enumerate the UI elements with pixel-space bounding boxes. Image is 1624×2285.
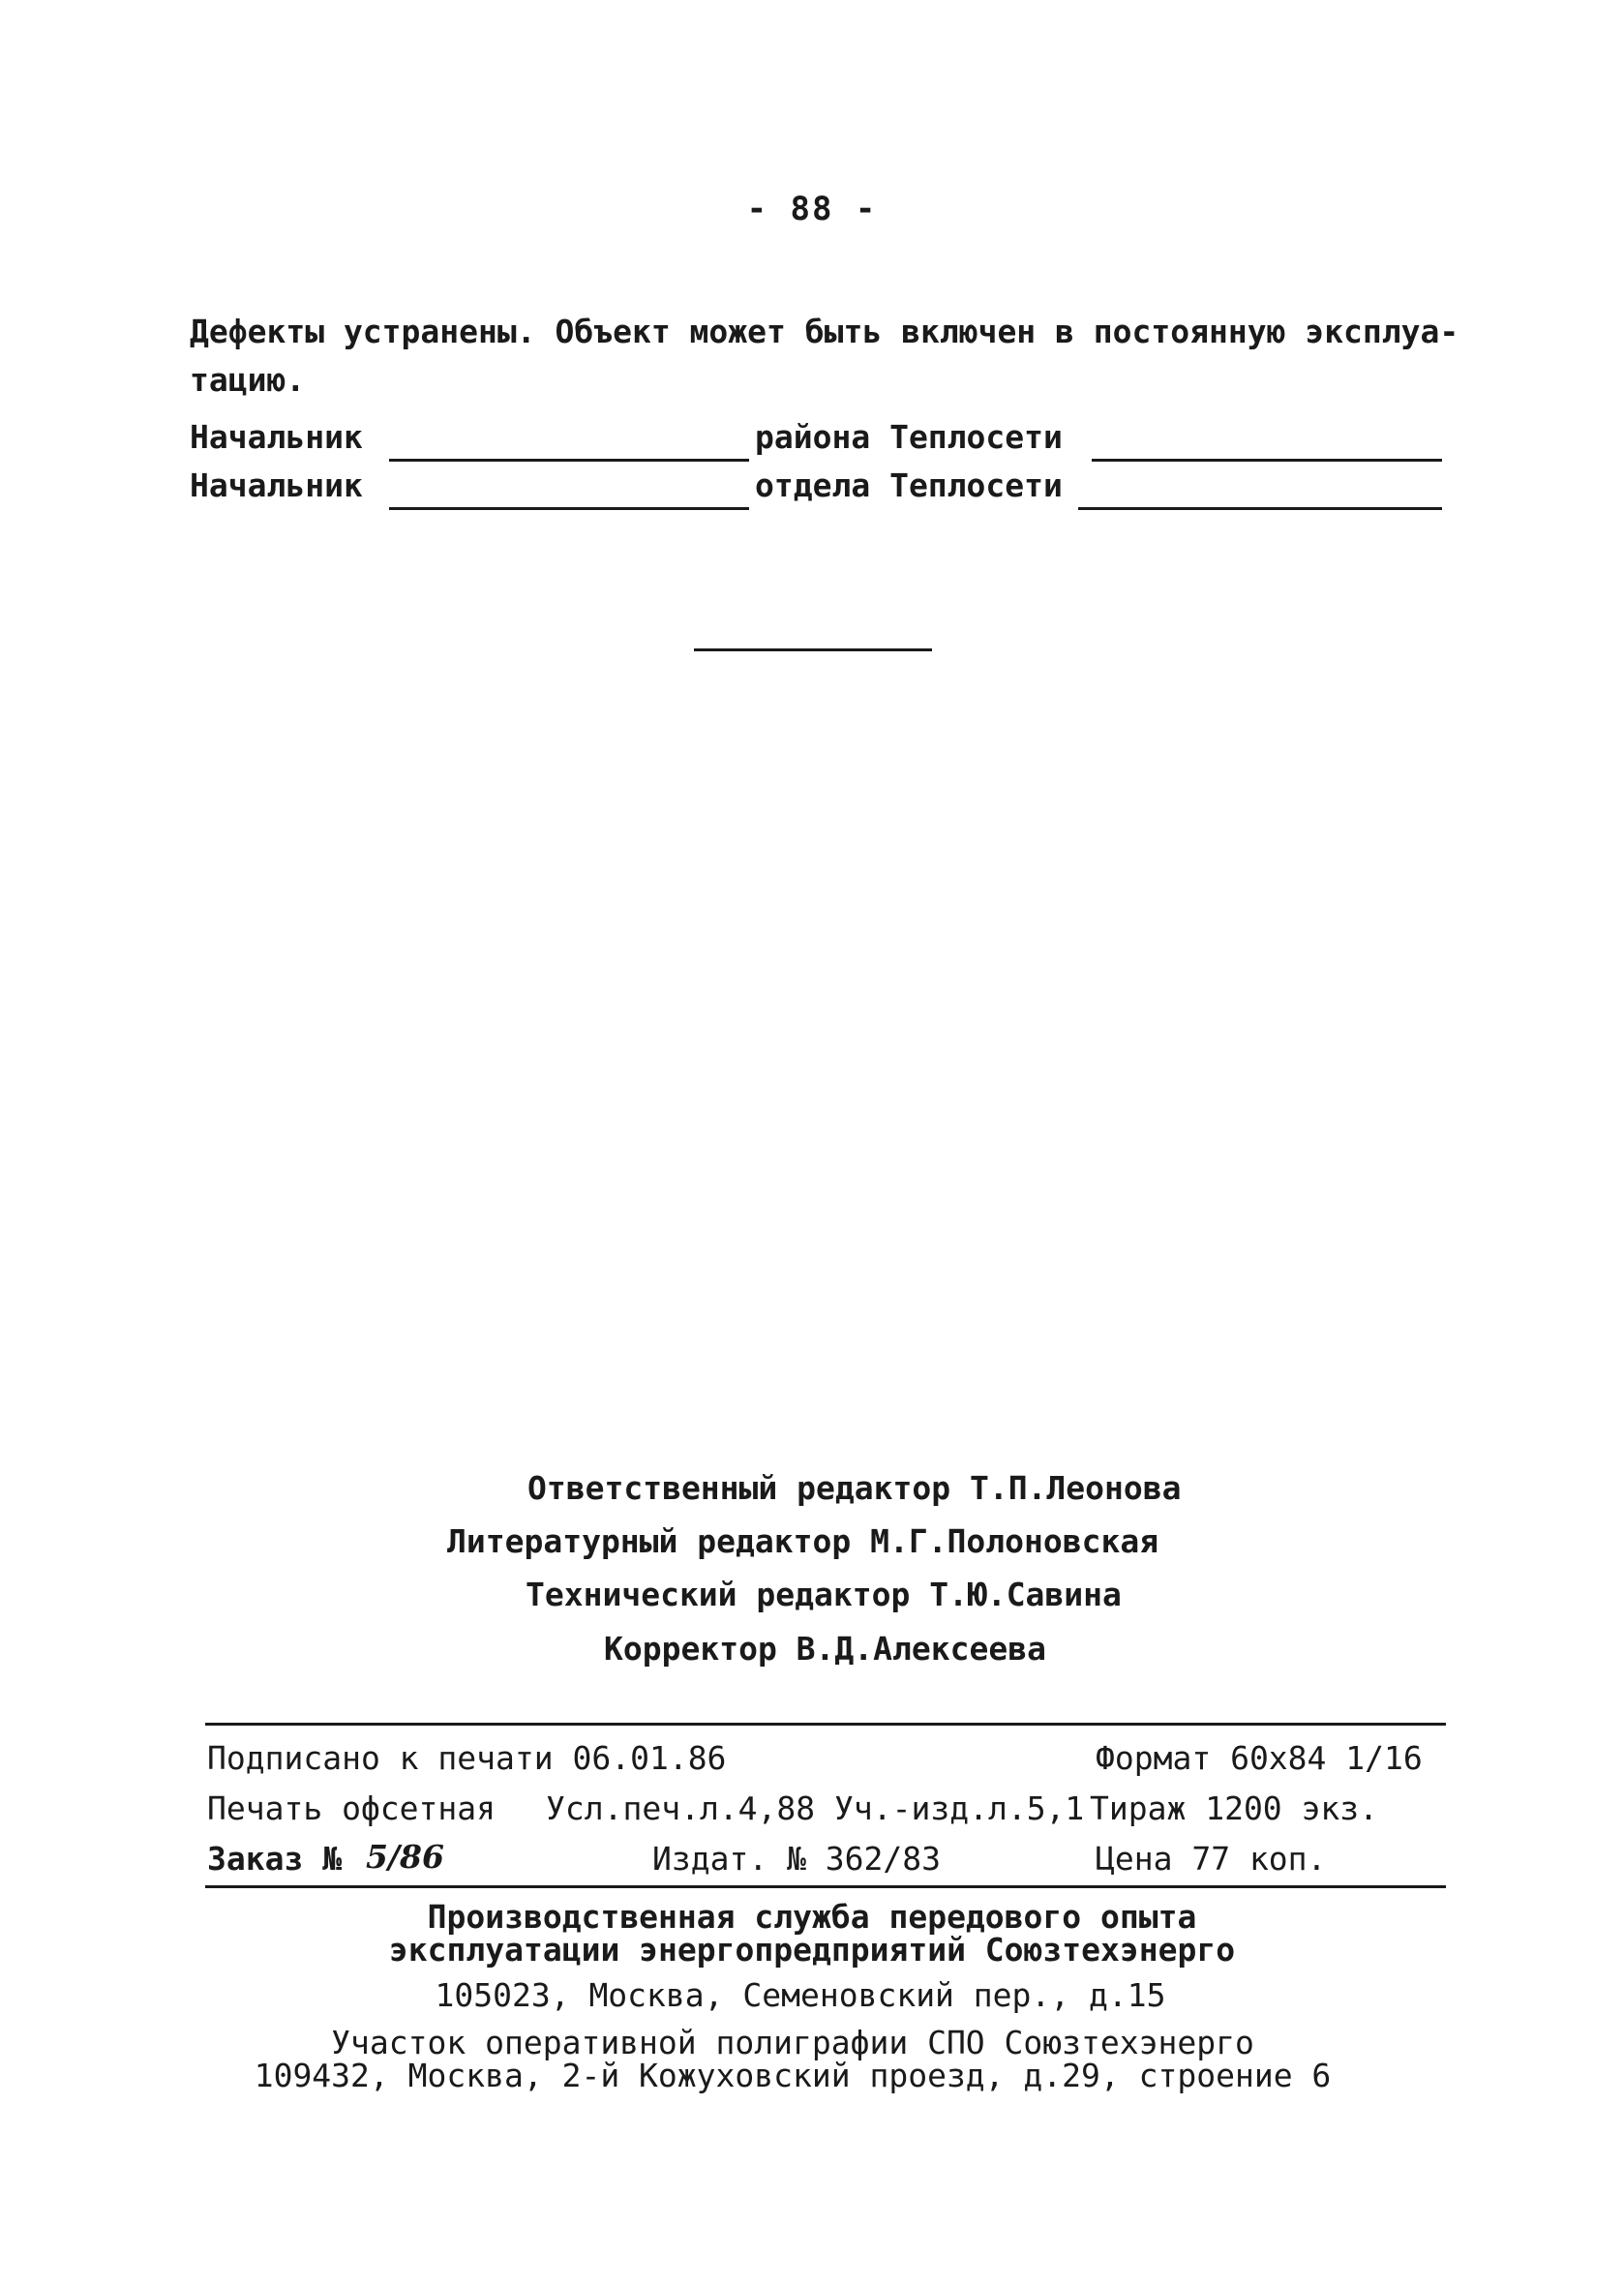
signature-line xyxy=(389,459,749,462)
imprint-row-print xyxy=(207,1789,1446,1838)
imprint-print-type: Печать офсетная xyxy=(207,1789,496,1827)
printing-site-name: Участок оперативной полиграфии СПО Союзтехэнерго xyxy=(331,2024,1254,2061)
imprint-sheets: Усл.печ.л.4,88 Уч.-изд.л.5,1 xyxy=(546,1789,1085,1827)
imprint-row-order xyxy=(207,1840,1446,1888)
credit-responsible-editor: Ответственный редактор Т.П.Леонова xyxy=(527,1469,1182,1507)
signature-row-district xyxy=(190,418,1467,465)
signature-label: Начальник xyxy=(190,418,363,456)
publisher-line-2: эксплуатации энергопредприятий Союзтехэнерго xyxy=(388,1931,1236,1969)
body-paragraph-text: Дефекты устранены. Объект может быть включен в постоянную эксплуа-тацию. xyxy=(190,313,1459,399)
imprint-order-label: Заказ № xyxy=(207,1840,343,1878)
signature-label: Начальник xyxy=(190,466,363,504)
signature-line xyxy=(1092,459,1442,462)
page-number: - 88 - xyxy=(746,190,878,228)
signature-line xyxy=(389,507,749,510)
body-paragraph xyxy=(190,308,1467,405)
imprint-publisher-number: Издат. № 362/83 xyxy=(652,1840,942,1878)
signature-department: отдела Теплосети xyxy=(755,466,1063,504)
credit-proofreader: Корректор В.Д.Алексеева xyxy=(604,1630,1046,1668)
imprint-row-signed xyxy=(207,1739,1446,1788)
credit-literary-editor: Литературный редактор М.Г.Полоновская xyxy=(447,1522,1159,1560)
imprint-order-number: 5/86 xyxy=(366,1838,444,1876)
publisher-address: 105023, Москва, Семеновский пер., д.15 xyxy=(435,1976,1166,2014)
credit-technical-editor: Технический редактор Т.Ю.Савина xyxy=(526,1576,1122,1613)
printing-site-address: 109432, Москва, 2-й Кожуховский проезд, д.29, строение 6 xyxy=(254,2057,1332,2094)
imprint-price: Цена 77 коп. xyxy=(1096,1840,1327,1878)
signature-line xyxy=(1078,507,1442,510)
imprint-run: Тираж 1200 экз. xyxy=(1090,1789,1379,1827)
imprint-format: Формат 60х84 1/16 xyxy=(1096,1739,1423,1777)
imprint-signed: Подписано к печати 06.01.86 xyxy=(207,1739,727,1777)
imprint-top-rule xyxy=(205,1723,1446,1726)
signature-row-department xyxy=(190,466,1467,513)
publisher-line-1: Производственная служба передового опыта xyxy=(427,1898,1197,1936)
section-divider xyxy=(694,648,932,651)
signature-department: района Теплосети xyxy=(755,418,1063,456)
imprint-bottom-rule xyxy=(205,1885,1446,1888)
